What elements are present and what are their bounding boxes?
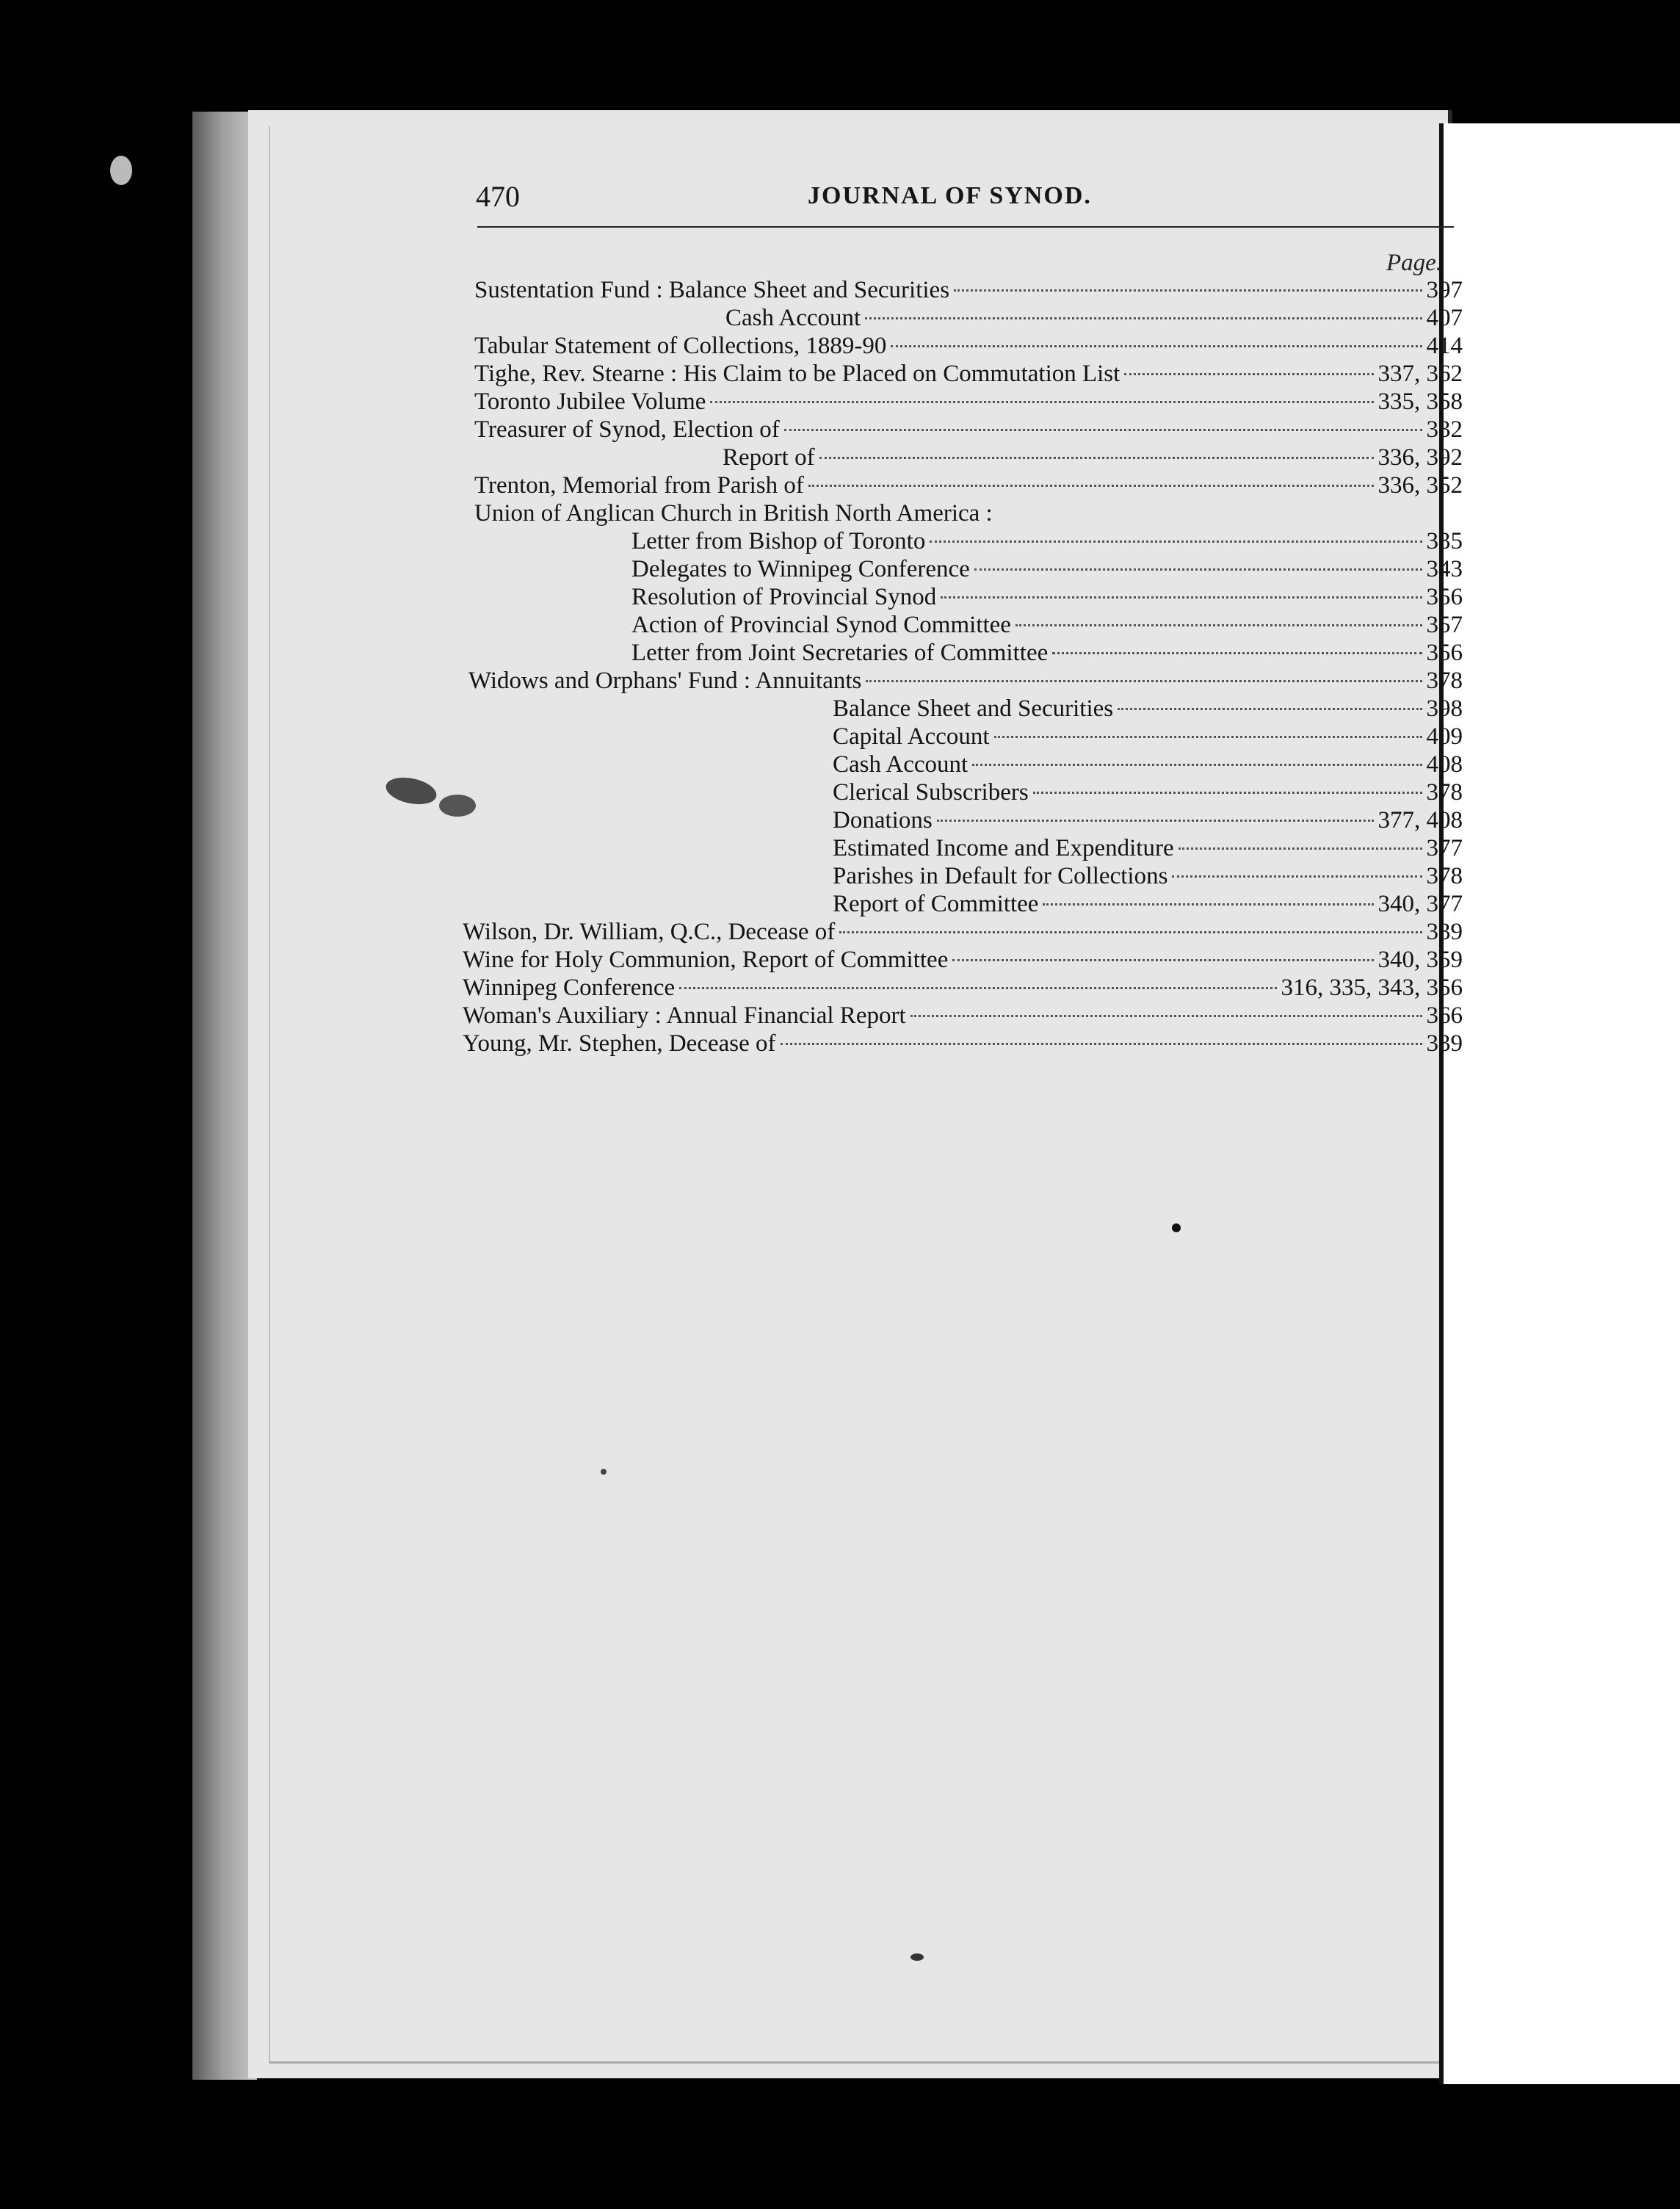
entry-text: Treasurer of Synod, Election of — [474, 416, 780, 443]
index-entry — [474, 276, 1463, 304]
entry-text: Clerical Subscribers — [833, 779, 1029, 806]
entry-pages: 409 — [1426, 723, 1463, 750]
index-entry — [631, 583, 1463, 611]
entry-pages: 339 — [1426, 1030, 1463, 1057]
entry-pages: 377 — [1426, 835, 1463, 861]
entry-pages: 343 — [1426, 556, 1463, 582]
dot-leader — [865, 317, 1422, 319]
entry-pages: 316, 335, 343, 356 — [1281, 975, 1463, 1001]
entry-text: Widows and Orphans' Fund : Annuitants — [468, 668, 862, 694]
index-entry — [833, 695, 1463, 723]
entry-pages: 378 — [1426, 863, 1463, 889]
ink-dot — [1172, 1223, 1181, 1232]
dot-leader — [1015, 624, 1422, 626]
ink-blot — [439, 795, 476, 817]
entry-text: Toronto Jubilee Volume — [474, 388, 706, 415]
entry-text: Tabular Statement of Collections, 1889-90 — [474, 333, 887, 359]
index-entry — [833, 751, 1463, 778]
dot-leader — [941, 596, 1422, 599]
index-entry — [833, 806, 1463, 834]
index-entry — [474, 332, 1463, 360]
entry-text: Balance Sheet and Securities — [833, 695, 1114, 722]
entry-pages: 378 — [1426, 668, 1463, 694]
entry-pages: 357 — [1426, 612, 1463, 638]
index-entry — [463, 974, 1463, 1002]
dot-leader — [891, 345, 1422, 347]
entry-text: Trenton, Memorial from Parish of — [474, 472, 804, 499]
index-entry — [474, 360, 1463, 388]
dot-leader — [679, 987, 1276, 989]
dot-leader — [710, 401, 1373, 403]
entry-pages: 336, 392 — [1377, 444, 1463, 471]
entry-text: Parishes in Default for Collections — [833, 863, 1168, 889]
dot-leader — [930, 540, 1422, 543]
entry-text: Tighe, Rev. Stearne : His Claim to be Placed on Commutation List — [474, 361, 1120, 387]
entry-text: Union of Anglican Church in British North America : — [474, 500, 993, 527]
index-entry — [631, 611, 1463, 639]
running-title: JOURNAL OF SYNOD. — [808, 182, 1092, 209]
facing-blank-sheet — [1439, 123, 1680, 2084]
entry-pages: 340, 377 — [1377, 891, 1463, 917]
dot-leader — [952, 959, 1373, 961]
entry-pages: 366 — [1426, 1002, 1463, 1029]
entry-pages: 335, 358 — [1377, 388, 1463, 415]
entry-text: Delegates to Winnipeg Conference — [631, 556, 970, 582]
page-column-heading: Page. — [1386, 250, 1443, 276]
index-entry — [463, 1002, 1463, 1030]
entry-pages: 336, 352 — [1377, 472, 1463, 499]
dot-leader — [784, 429, 1422, 431]
dot-leader — [910, 1015, 1422, 1017]
index-entry — [468, 667, 1463, 695]
page-edge-shadow — [192, 112, 257, 2080]
entry-text: Resolution of Provincial Synod — [631, 584, 937, 610]
entry-text: Report of Committee — [833, 891, 1039, 917]
dot-leader — [1172, 875, 1422, 878]
dot-leader — [994, 736, 1422, 738]
entry-text: Estimated Income and Expenditure — [833, 835, 1174, 861]
entry-pages: 340, 359 — [1377, 947, 1463, 973]
entry-text: Cash Account — [833, 751, 968, 778]
entry-text: Winnipeg Conference — [463, 975, 676, 1001]
index-entry — [833, 723, 1463, 751]
entry-pages: 356 — [1426, 640, 1463, 666]
entry-pages: 337, 362 — [1377, 361, 1463, 387]
entry-text: Donations — [833, 807, 933, 834]
entry-text: Letter from Bishop of Toronto — [631, 528, 926, 554]
entry-text: Letter from Joint Secretaries of Committee — [631, 640, 1049, 666]
entry-text: Report of — [723, 444, 815, 471]
entry-text: Woman's Auxiliary : Annual Financial Report — [463, 1002, 906, 1029]
index-entry — [631, 639, 1463, 667]
entry-pages: 398 — [1426, 695, 1463, 722]
dot-leader — [781, 1043, 1422, 1045]
dust-mark — [110, 156, 132, 185]
index-entry — [725, 304, 1463, 332]
entry-pages: 335 — [1426, 528, 1463, 554]
dot-leader — [1124, 373, 1373, 375]
dot-leader — [954, 289, 1422, 292]
index-entry — [833, 834, 1463, 862]
index-entry — [833, 778, 1463, 806]
index-entry — [833, 890, 1463, 918]
index-entry — [631, 555, 1463, 583]
ink-dot — [910, 1953, 924, 1961]
index-entry — [723, 444, 1463, 471]
dot-leader — [972, 764, 1422, 766]
entry-text: Capital Account — [833, 723, 990, 750]
index-entry — [463, 946, 1463, 974]
index-entry — [833, 862, 1463, 890]
dot-leader — [974, 568, 1422, 571]
entry-pages: 356 — [1426, 584, 1463, 610]
entry-text: Wine for Holy Communion, Report of Committee — [463, 947, 949, 973]
entry-text: Sustentation Fund : Balance Sheet and Securities — [474, 277, 950, 303]
index-entry — [631, 527, 1463, 555]
page-number: 470 — [476, 180, 520, 213]
index-entry — [474, 471, 1463, 499]
header-rule — [477, 226, 1454, 228]
index-entry — [474, 388, 1463, 416]
entry-pages: 414 — [1426, 333, 1463, 359]
dot-leader — [1052, 652, 1422, 654]
entry-text: Wilson, Dr. William, Q.C., Decease of — [463, 919, 836, 945]
dot-leader — [819, 457, 1374, 459]
dot-leader — [937, 820, 1374, 822]
entry-pages: 339 — [1426, 919, 1463, 945]
entry-text: Cash Account — [725, 305, 861, 331]
index-entry — [474, 416, 1463, 444]
entry-pages: 408 — [1426, 751, 1463, 778]
dot-leader — [1033, 792, 1422, 794]
dot-leader — [1043, 903, 1373, 905]
dot-leader — [839, 931, 1422, 933]
dot-leader — [1118, 708, 1422, 710]
entry-pages: 377, 408 — [1377, 807, 1463, 834]
index-entry — [463, 918, 1463, 946]
dot-leader — [1178, 847, 1422, 850]
entry-pages: 407 — [1426, 305, 1463, 331]
entry-pages: 397 — [1426, 277, 1463, 303]
dot-leader — [866, 680, 1422, 682]
entry-text: Young, Mr. Stephen, Decease of — [463, 1030, 776, 1057]
index-entry — [463, 1030, 1463, 1058]
entry-pages: 332 — [1426, 416, 1463, 443]
entry-pages: 378 — [1426, 779, 1463, 806]
entry-text: Action of Provincial Synod Committee — [631, 612, 1011, 638]
dot-leader — [808, 485, 1374, 487]
ink-dot — [601, 1469, 607, 1475]
index-entry — [474, 499, 1463, 527]
